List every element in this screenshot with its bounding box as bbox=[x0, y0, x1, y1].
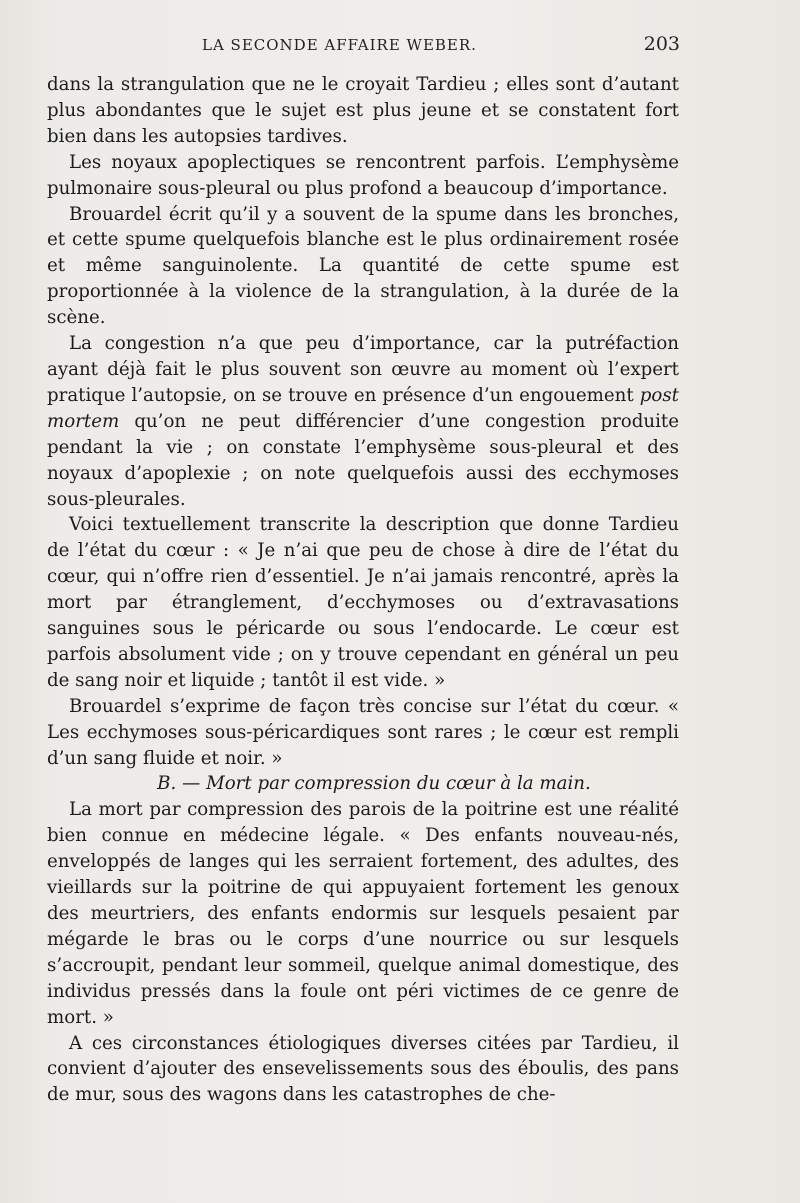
subheading-title: Mort par compression du cœur à la main. bbox=[206, 773, 591, 795]
subheading-dash: — bbox=[182, 773, 201, 795]
paragraph-7: La mort par compression des parois de la poitrine est une réalité bien connue en médecine légale. « Des enfants nouveau-nés, enveloppés de langes qui les serraient fortement, des adultes, des vieillards sur la poitrine de qui appuyaient fortement les genoux des meurtriers, des enfants endormis sur lesquels pesaient par mégarde le bras ou le corps d’une nourrice ou sur lesquels s’accroupit, pendant leur sommeil, quelque animal domestique, des individus pressés dans la foule ont péri victimes de ce genre de mort. » bbox=[47, 799, 679, 1028]
paragraph-5: Voici textuellement transcrite la description que donne Tardieu de l’état du cœur : « Je n’ai que peu de chose à dire de l’état du cœur, qui n’offre rien d’essentiel. Je n’ai jamais rencontré, après la mort par étranglement, d’ecchymoses ou d’extravasations sanguines sous le péricarde ou sous l’endocarde. Le cœur est parfois absolument vide ; on y trouve cependant en général un peu de sang noir et liquide ; tantôt il est vide. » bbox=[47, 514, 679, 691]
section-subheading bbox=[47, 771, 679, 797]
paragraph-4-part-b: qu’on ne peut différencier d’une congestion produite pendant la vie ; on constate l’emphysème sous-pleural et des noyaux d’apoplexie ; on note quelquefois aussi des ecchymoses sous-pleurales. bbox=[47, 410, 679, 510]
paragraph-4-part-a: ayant déjà fait le plus souvent son œuvre au moment où l’expert pratique l’autopsie, on se trouve en présence d’un engouement bbox=[47, 358, 679, 406]
paragraph-1: dans la strangulation que ne le croyait Tardieu ; elles sont d’autant plus abondantes que le sujet est plus jeune et se constatent fort bien dans les autopsies tardives. bbox=[47, 74, 679, 147]
post-mortem-italic: post mortem bbox=[47, 384, 679, 432]
paragraph-4 bbox=[47, 331, 679, 512]
paragraph-6: Brouardel s’exprime de façon très concise sur l’état du cœur. « Les ecchymoses sous-péricardiques sont rares ; le cœur est rempli d’un sang fluide et noir. » bbox=[47, 695, 679, 769]
paragraph-2: Les noyaux apoplectiques se rencontrent parfois. L’emphysème pulmonaire sous-pleural ou plus profond a beaucoup d’importance. bbox=[47, 151, 679, 199]
paragraph-8: A ces circonstances étiologiques diverses citées par Tardieu, il convient d’ajouter des ensevelissements sous des éboulis, des pans de mur, sous des wagons dans les catastrophes de che- bbox=[47, 1032, 679, 1106]
page-header bbox=[60, 33, 680, 66]
body-text bbox=[47, 72, 679, 1108]
page-number: 203 bbox=[643, 33, 680, 55]
subheading-letter: B. bbox=[157, 773, 177, 795]
running-title: LA SECONDE AFFAIRE WEBER. bbox=[202, 36, 477, 54]
paragraph-4-lead: La congestion n’a que peu d’importance, car la putréfaction bbox=[69, 333, 679, 355]
paragraph-3: Brouardel écrit qu’il y a souvent de la spume dans les bronches, et cette spume quelquefois blanche est le plus ordinairement rosée et même sanguinolente. La quantité de cette spume est proportionnée à la violence de la strangulation, à la durée de la scène. bbox=[47, 203, 679, 329]
